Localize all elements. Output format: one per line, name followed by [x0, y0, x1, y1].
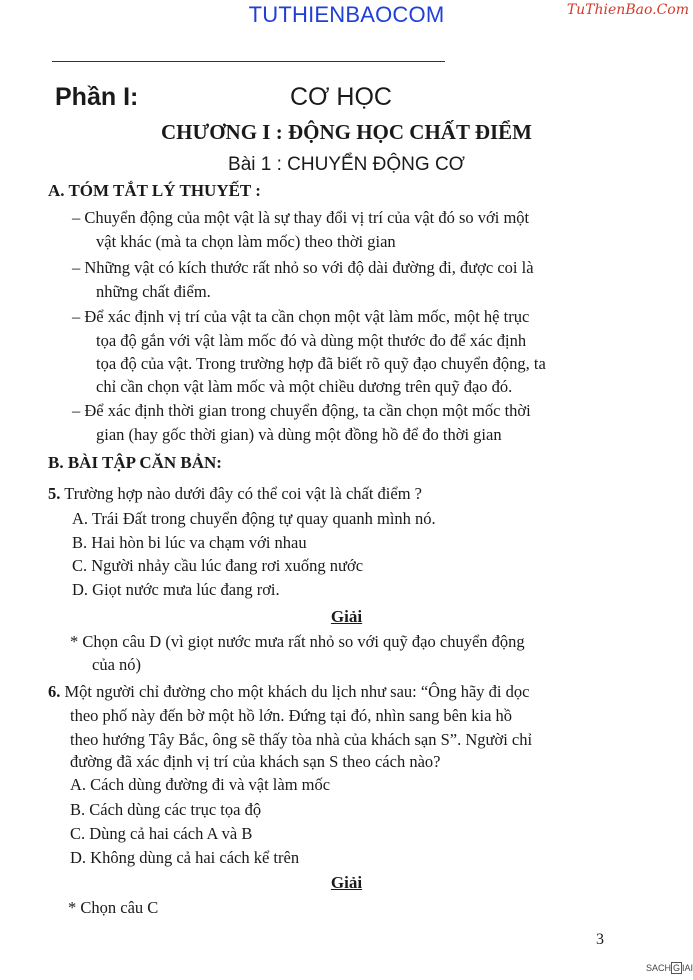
answer-option: B. Hai hòn bi lúc va chạm với nhau — [72, 533, 307, 552]
solution-line: * Chọn câu C — [68, 898, 159, 917]
question-number: 5. — [48, 484, 61, 503]
solution-line: của nó) — [92, 655, 142, 674]
question-text: Trường hợp nào dưới đây có thể coi vật là chất điểm ? — [64, 484, 422, 503]
theory-line: tọa độ gắn với vật làm mốc đó và dùng một thước đo để xác định — [96, 331, 527, 350]
answer-option: B. Cách dùng các trục tọa độ — [70, 800, 262, 819]
answer-option: D. Không dùng cả hai cách kể trên — [70, 848, 300, 867]
question-text: Một người chỉ đường cho một khách du lịch như sau: “Ông hãy đi dọc — [64, 682, 530, 701]
solution-line: * Chọn câu D (vì giọt nước mưa rất nhỏ so với quỹ đạo chuyển động — [70, 632, 525, 651]
theory-line: – Chuyển động của một vật là sự thay đổi vị trí của vật đó so với một — [72, 208, 530, 227]
answer-option: C. Dùng cả hai cách A và B — [70, 824, 253, 843]
answer-option: A. Cách dùng đường đi và vật làm mốc — [70, 775, 331, 794]
solution-heading: Giải — [330, 873, 363, 892]
question-text: đường đã xác định vị trí của khách sạn S theo cách nào? — [70, 752, 441, 771]
part-label: Phần I: — [55, 83, 139, 111]
question-number: 6. — [48, 682, 61, 701]
page-number: 3 — [596, 931, 604, 948]
theory-line: – Những vật có kích thước rất nhỏ so với độ dài đường đi, được coi là — [72, 258, 534, 277]
theory-line: vật khác (mà ta chọn làm mốc) theo thời gian — [96, 232, 396, 251]
question-text: theo phố này đến bờ một hồ lớn. Đứng tại đó, nhìn sang bên kia hồ — [70, 706, 513, 725]
question-6 — [48, 682, 529, 702]
theory-line: – Để xác định vị trí của vật ta cần chọn một vật làm mốc, một hệ trục — [72, 307, 530, 326]
theory-line: chỉ cần chọn vật làm mốc và một chiều dương trên quỹ đạo đó. — [96, 377, 513, 396]
site-header: TUTHIENBAOCOM — [248, 2, 445, 27]
answer-option: D. Giọt nước mưa lúc đang rơi. — [72, 580, 280, 599]
section-a-heading: A. TÓM TẮT LÝ THUYẾT : — [48, 181, 261, 200]
theory-line: những chất điểm. — [96, 282, 211, 301]
section-b-heading: B. BÀI TẬP CĂN BẢN: — [48, 453, 222, 472]
lesson-title: Bài 1 : CHUYỂN ĐỘNG CƠ — [228, 154, 465, 175]
chapter-title: CHƯƠNG I : ĐỘNG HỌC CHẤT ĐIỂM — [160, 120, 532, 144]
footer-logo: SACH G IAI — [646, 963, 693, 973]
answer-option: C. Người nhảy cầu lúc đang rơi xuống nước — [72, 556, 364, 575]
header-rule — [52, 61, 445, 62]
watermark-logo: TuThienBao.Com — [566, 2, 689, 18]
solution-heading: Giải — [330, 607, 363, 626]
answer-option: A. Trái Đất trong chuyển động tự quay quanh mình nó. — [72, 509, 436, 528]
theory-line: tọa độ của vật. Trong trường hợp đã biết rõ quỹ đạo chuyển động, ta — [96, 354, 546, 373]
theory-line: – Để xác định thời gian trong chuyển động, ta cần chọn một mốc thời — [72, 401, 531, 420]
question-text: theo hướng Tây Bắc, ông sẽ thấy tòa nhà của khách sạn S”. Người chỉ — [70, 730, 533, 749]
part-title: CƠ HỌC — [290, 83, 392, 111]
theory-line: gian (hay gốc thời gian) và dùng một đồng hồ để đo thời gian — [96, 425, 502, 444]
question-5 — [48, 484, 422, 504]
